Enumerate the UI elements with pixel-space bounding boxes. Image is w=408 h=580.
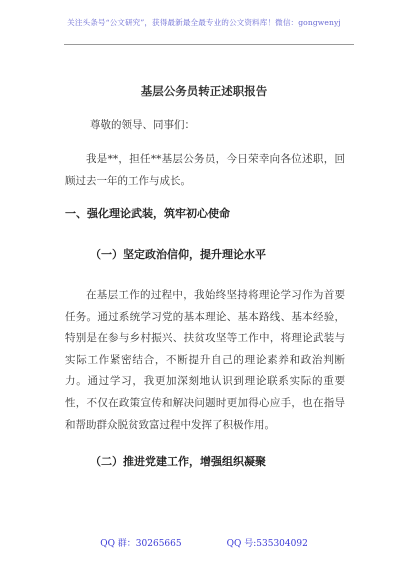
subsection-heading-2: （二）推进党建工作，增强组织凝聚 [90, 455, 266, 468]
subsection-1-paragraph: 在基层工作的过程中，我始终坚持将理论学习作为首要任务。通过系统学习党的基本理论、基本路线、基本经验，特别是在参与乡村振兴、扶贫攻坚等工作中，将理论武装与实际工作紧密结合，不断提升自己的理论素养和政治判断力。通过学习，我更加深刻地认识到理论联系实际的重要性，不仅在政策宣传和解决问题时更加得心应手，也在指导和帮助群众脱贫致富过程中发挥了积极作用。 [65, 289, 345, 431]
salutation: 尊敬的领导、同事们： [90, 119, 195, 131]
header-promo-text: 关注头条号“公文研究”，获得最新最全最专业的公文资料库！微信：gongwenyj [67, 17, 341, 27]
header-divider [64, 44, 354, 45]
subsection-heading-1: （一）坚定政治信仰，提升理论水平 [90, 248, 266, 261]
section-heading-1: 一、强化理论武装，筑牢初心使命 [65, 207, 230, 220]
footer-qq-group: QQ 群：30265665 [100, 538, 182, 549]
document-title: 基层公务员转正述职报告 [140, 84, 268, 98]
footer-qq-number: QQ 号:535304092 [226, 538, 308, 549]
footer-contact [0, 525, 408, 559]
intro-paragraph: 我是**，担任**基层公务员，今日荣幸向各位述职，回顾过去一年的工作与成长。 [65, 153, 345, 187]
